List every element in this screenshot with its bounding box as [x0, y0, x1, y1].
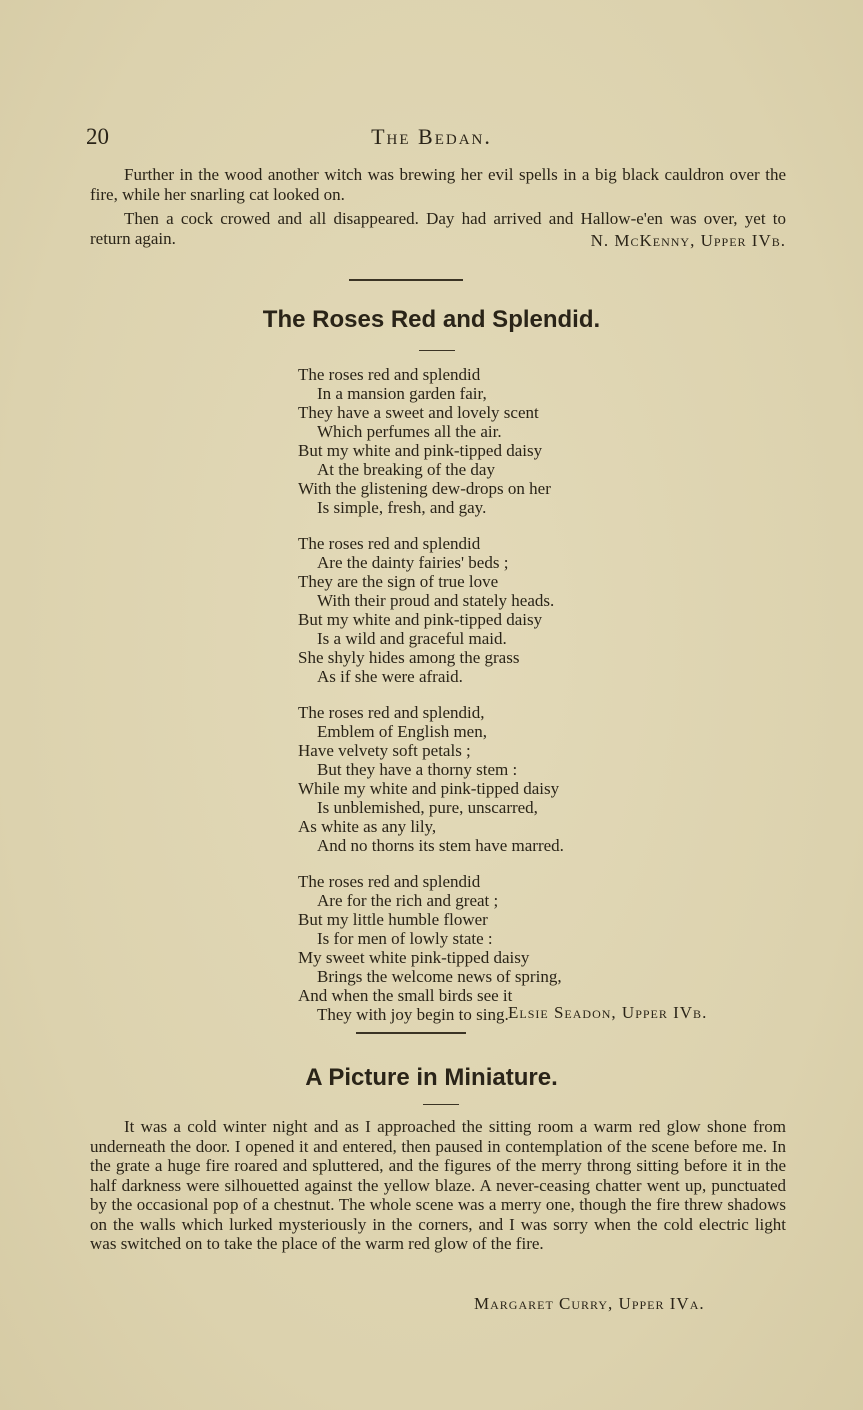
stanza [298, 534, 564, 686]
poem-line: Is a wild and graceful maid. [317, 629, 507, 648]
poem-line: Brings the welcome news of spring, [317, 967, 562, 986]
poem-line: They are the sign of true love [298, 572, 499, 591]
poem-line: They have a sweet and lovely scent [298, 403, 539, 422]
intro-paragraph-text: Then a cock crowed and all disappeared. Day had arrived and Hallow-e'en was over, yet to return again. [90, 209, 786, 248]
poem-line: Is for men of lowly state : [317, 929, 493, 948]
stanza [298, 872, 564, 1024]
intro-signature: N. McKenny, Upper IVb. [590, 231, 786, 250]
poem-line: With their proud and stately heads. [317, 591, 555, 610]
poem-line: And when the small birds see it [298, 986, 513, 1005]
poem-line: Which perfumes all the air. [317, 422, 502, 441]
page-number: 20 [86, 124, 109, 149]
poem-line: The roses red and splendid [298, 534, 481, 553]
poem-line: The roses red and splendid [298, 872, 481, 891]
poem-line: But my little humble flower [298, 910, 488, 929]
story-section [90, 1117, 786, 1254]
intro-paragraph [90, 209, 786, 249]
poem-line: With the glistening dew-drops on her [298, 479, 551, 498]
stanza [298, 703, 564, 855]
poem-line: In a mansion garden fair, [317, 384, 487, 403]
poem-line: Emblem of English men, [317, 722, 487, 741]
poem-title: The Roses Red and Splendid. [262, 306, 601, 333]
poem-line: As if she were afraid. [317, 667, 463, 686]
poem-body [298, 365, 564, 1041]
story-signature: Margaret Curry, Upper IVa. [474, 1294, 705, 1313]
intro-section [90, 165, 786, 251]
poem-line: They with joy begin to sing. [317, 1005, 509, 1024]
poem-line: Have velvety soft petals ; [298, 741, 471, 760]
story-title: A Picture in Miniature. [305, 1064, 558, 1091]
poem-line: Is simple, fresh, and gay. [317, 498, 487, 517]
poem-line: But they have a thorny stem : [317, 760, 518, 779]
poem-line: She shyly hides among the grass [298, 648, 520, 667]
poem-line: Are for the rich and great ; [317, 891, 499, 910]
poem-line: At the breaking of the day [317, 460, 495, 479]
poem-line: While my white and pink-tipped daisy [298, 779, 560, 798]
intro-paragraph: Further in the wood another witch was brewing her evil spells in a big black cauldron over the fire, while her snarling cat looked on. [90, 165, 786, 204]
title-underline [419, 350, 455, 351]
poem-line: My sweet white pink-tipped daisy [298, 948, 530, 967]
poem-line: Are the dainty fairies' beds ; [317, 553, 509, 572]
section-divider [356, 1032, 466, 1034]
poem-line: The roses red and splendid [298, 365, 481, 384]
poem-line: But my white and pink-tipped daisy [298, 610, 543, 629]
poem-line: As white as any lily, [298, 817, 437, 836]
title-underline [423, 1104, 459, 1105]
stanza [298, 365, 564, 517]
poem-line: And no thorns its stem have marred. [317, 836, 564, 855]
section-divider [349, 279, 463, 281]
poem-signature: Elsie Seadon, Upper IVb. [508, 1003, 708, 1022]
running-header: The Bedan. [371, 124, 492, 149]
story-paragraph: It was a cold winter night and as I approached the sitting room a warm red glow shone from underneath the door. I opened it and entered, then paused in contemplation of the scene before me. In the grate a huge fire roared and spluttered, and the figures of the merry throng sitting before it in the half darkness were silhouetted against the yellow blaze. A never-ceasing chatter went up, punctuated by the occasional pop of a chestnut. The whole scene was a merry one, though the fire threw shadows on the walls which lurked mysteriously in the corners, and I was sorry when the cold electric light was switched on to take the place of the warm red glow of the fire. [90, 1117, 786, 1253]
poem-line: Is unblemished, pure, unscarred, [317, 798, 538, 817]
poem-line: But my white and pink-tipped daisy [298, 441, 543, 460]
poem-line: The roses red and splendid, [298, 703, 485, 722]
